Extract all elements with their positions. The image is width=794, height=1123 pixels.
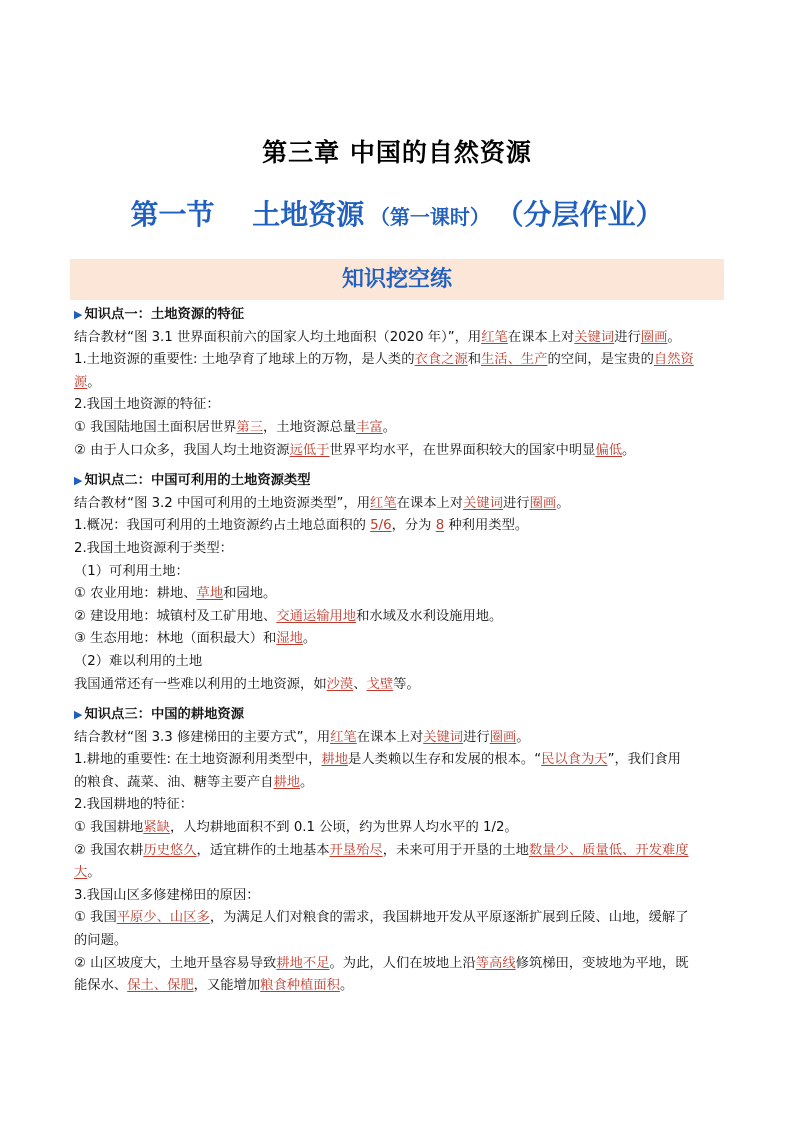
answer-blank: 圈画 — [529, 495, 557, 511]
answer-blank: 耕地 — [273, 774, 301, 790]
text-segment: ② 建设用地：城镇村及工矿用地、 — [74, 608, 277, 624]
text-segment: ”，我们食用 — [607, 752, 681, 768]
text-line — [74, 885, 724, 908]
text-line — [74, 493, 724, 516]
triangle-bullet-icon: ▶ — [74, 708, 83, 722]
text-segment: ，未来可用于开垦的土地 — [382, 842, 529, 858]
text-line — [74, 394, 724, 417]
knowledge-point-heading — [74, 704, 724, 727]
text-segment: 能保水、 — [74, 978, 128, 994]
answer-blank: 粮食种植面积 — [260, 978, 340, 994]
text-line — [74, 907, 724, 930]
text-line — [74, 628, 724, 651]
answer-blank: 圈画 — [489, 729, 517, 745]
section-sub-title: （第一课时） — [369, 205, 490, 229]
text-segment: 3.我国山区多修建梯田的原因： — [74, 887, 260, 903]
chapter-title: 第三章 中国的自然资源 — [262, 138, 532, 167]
text-line — [74, 349, 724, 372]
text-segment: 知识点一：土地资源的特征 — [84, 307, 245, 322]
text-line — [74, 440, 724, 463]
section-tag: （分层作业） — [495, 198, 664, 231]
answer-blank: 沙漠 — [326, 676, 354, 692]
answer-blank: 耕地 — [321, 752, 349, 768]
answer-blank: 源 — [74, 374, 88, 390]
worksheet-content — [74, 304, 724, 998]
text-segment: 的空间，是宝贵的 — [547, 352, 654, 368]
text-line — [74, 606, 724, 629]
text-segment: 。 — [516, 729, 530, 745]
text-segment: 。 — [667, 329, 681, 345]
text-segment: 的问题。 — [74, 933, 128, 949]
text-segment: 修筑梯田，变坡地为平地，既 — [515, 955, 689, 971]
text-line — [74, 772, 724, 795]
text-segment: 在课本上对 — [507, 329, 575, 345]
answer-blank: 草地 — [196, 586, 224, 602]
text-segment: 。 — [87, 374, 101, 390]
spacer — [74, 462, 724, 470]
text-segment: ② 山区坡度大，土地开垦容易导致 — [74, 955, 277, 971]
text-line — [74, 975, 724, 998]
text-segment: 1.耕地的重要性: 在土地资源利用类型中， — [74, 752, 322, 768]
text-segment: 种利用类型。 — [444, 518, 529, 534]
text-line — [74, 372, 724, 395]
text-line — [74, 417, 724, 440]
knowledge-point-heading — [74, 304, 724, 327]
answer-blank: 历史悠久 — [143, 842, 197, 858]
text-line — [74, 953, 724, 976]
answer-blank: 紧缺 — [143, 820, 170, 836]
text-segment: 世界平均水平，在世界面积较大的国家中明显 — [329, 442, 596, 458]
text-line — [74, 794, 724, 817]
text-line — [74, 651, 724, 674]
text-segment: 。 — [339, 978, 354, 994]
section-band — [70, 259, 724, 300]
answer-blank: 湿地 — [276, 631, 303, 647]
text-segment: ，分为 — [391, 518, 436, 534]
text-segment: ，为满足人们对粮食的需求，我国耕地开发从平原逐渐扩展到丘陵、山地，缓解了 — [209, 910, 689, 926]
answer-blank: 耕地不足 — [276, 955, 330, 971]
text-segment: ③ 生态用地：林地（面积最大）和 — [74, 631, 277, 647]
text-line — [74, 862, 724, 885]
answer-blank: 等高线 — [475, 955, 516, 971]
section-title — [0, 193, 794, 233]
text-segment: 2.我国耕地的特征： — [74, 797, 194, 813]
triangle-bullet-icon: ▶ — [74, 474, 83, 488]
text-segment: 。 — [382, 419, 396, 435]
text-segment: ② 由于人口众多，我国人均土地资源 — [74, 442, 290, 458]
text-segment: 进行 — [614, 329, 641, 345]
text-segment: ，人均耕地面积不到 0.1 公顷，约为世界人均水平的 1/2。 — [169, 820, 518, 836]
text-segment: 和 — [467, 352, 482, 368]
answer-blank: 民以食为天 — [541, 752, 608, 768]
text-line — [74, 930, 724, 953]
answer-blank: 自然资 — [653, 352, 694, 368]
text-segment: ② 我国农耕 — [74, 842, 144, 858]
answer-blank: 数量少、质量低、开发难度 — [528, 842, 689, 858]
section-main-title: 第一节 土地资源 — [130, 198, 365, 231]
text-segment: 等。 — [393, 676, 420, 692]
text-segment: 结合教材“图 3.2 中国可利用的土地资源类型”，用 — [74, 495, 371, 511]
text-segment: 。 — [302, 631, 317, 647]
text-line — [74, 515, 724, 538]
text-line — [74, 817, 724, 840]
text-segment: 、 — [353, 676, 367, 692]
text-segment: 结合教材“图 3.3 修建梯田的主要方式”，用 — [74, 729, 331, 745]
text-segment: 的粮食、蔬菜、油、糖等主要产自 — [74, 774, 274, 790]
text-segment: 在课本上对 — [396, 495, 464, 511]
knowledge-point-heading — [74, 470, 724, 493]
text-line — [74, 727, 724, 750]
text-segment: ，土地资源总量 — [263, 419, 357, 435]
text-segment: 。 — [300, 774, 314, 790]
answer-blank: 偏低 — [595, 442, 623, 458]
text-segment: 。 — [622, 442, 636, 458]
answer-blank: 大 — [74, 865, 88, 881]
text-line — [74, 840, 724, 863]
answer-blank: 生活、生产 — [481, 352, 548, 368]
text-segment: 。 — [87, 865, 101, 881]
text-segment: 进行 — [503, 495, 530, 511]
text-segment: （1）可利用土地： — [74, 563, 189, 579]
answer-blank: 5/6 — [370, 518, 392, 534]
text-line — [74, 583, 724, 606]
text-line — [74, 327, 724, 350]
text-segment: ① 我国耕地 — [74, 820, 144, 836]
answer-blank: 戈壁 — [366, 676, 394, 692]
text-segment: ，又能增加 — [193, 978, 261, 994]
text-segment: 是人类赖以生存和发展的根本。“ — [348, 752, 542, 768]
answer-blank: 红笔 — [481, 329, 508, 345]
text-line — [74, 674, 724, 697]
text-segment: 我国通常还有一些难以利用的土地资源，如 — [74, 676, 327, 692]
text-segment: ，适宜耕作的土地基本 — [196, 842, 330, 858]
text-segment: 和水域及水利设施用地。 — [356, 608, 503, 624]
answer-blank: 关键词 — [463, 495, 503, 511]
text-segment: ① 农业用地：耕地、 — [74, 586, 197, 602]
text-segment: 。 — [556, 495, 570, 511]
text-segment: 1.土地资源的重要性: 土地孕育了地球上的万物，是人类的 — [74, 352, 415, 368]
text-line — [74, 749, 724, 772]
text-line — [74, 561, 724, 584]
answer-blank: 交通运输用地 — [276, 608, 357, 624]
text-segment: 在课本上对 — [356, 729, 424, 745]
text-segment: （2）难以利用的土地 — [74, 653, 203, 669]
text-segment: 。为此，人们在坡地上沿 — [329, 955, 476, 971]
triangle-bullet-icon: ▶ — [74, 308, 83, 321]
spacer — [74, 696, 724, 704]
answer-blank: 8 — [435, 518, 445, 534]
answer-blank: 红笔 — [370, 495, 397, 511]
text-segment: 和园地。 — [223, 586, 277, 602]
text-segment: ① 我国 — [74, 910, 117, 926]
answer-blank: 衣食之源 — [414, 352, 468, 368]
answer-blank: 关键词 — [423, 729, 464, 745]
text-segment: 2.我国土地资源的特征： — [74, 397, 220, 413]
answer-blank: 第三 — [236, 419, 264, 435]
band-title: 知识挖空练 — [341, 267, 452, 292]
text-segment: 知识点二：中国可利用的土地资源类型 — [84, 473, 311, 489]
text-segment: 进行 — [463, 729, 490, 745]
text-segment: 结合教材“图 3.1 世界面积前六的国家人均土地面积（2020 年）”，用 — [74, 329, 482, 345]
answer-blank: 红笔 — [330, 729, 357, 745]
text-segment: ① 我国陆地国土面积居世界 — [74, 419, 237, 435]
text-segment: 1.概况：我国可利用的土地资源约占土地总面积的 — [74, 518, 371, 534]
answer-blank: 圈画 — [640, 329, 668, 345]
text-segment: 2.我国土地资源利于类型： — [74, 540, 233, 556]
answer-blank: 丰富 — [356, 419, 383, 435]
answer-blank: 关键词 — [574, 329, 615, 345]
text-line — [74, 538, 724, 561]
answer-blank: 远低于 — [289, 442, 330, 458]
answer-blank: 平原少、山区多 — [116, 910, 210, 926]
answer-blank: 保土、保肥 — [127, 978, 194, 994]
text-segment: 知识点三：中国的耕地资源 — [84, 707, 245, 723]
answer-blank: 开垦殆尽 — [329, 842, 383, 858]
